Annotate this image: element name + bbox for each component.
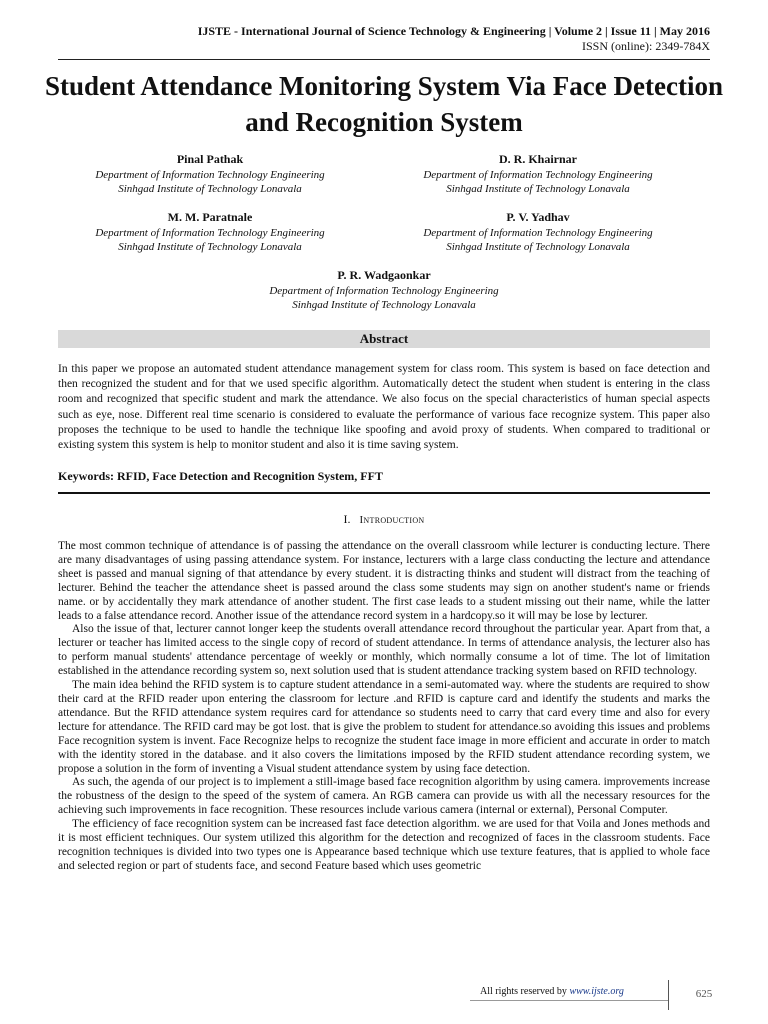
abstract-heading: Abstract [58, 330, 710, 348]
author-name: M. M. Paratnale [167, 210, 253, 224]
section-title: Introduction [359, 514, 425, 526]
journal-header [198, 24, 710, 54]
author-dept: Department of Information Technology Engineering [269, 285, 499, 297]
author-name: Pinal Pathak [176, 152, 244, 166]
section-heading [58, 512, 710, 527]
site-link[interactable]: www.ijste.org [569, 986, 624, 997]
author-name: P. R. Wadgaonkar [337, 268, 431, 282]
paragraph: The main idea behind the RFID system is to capture student attendance in a semi-automated way. where the students are required to show their card at the RFID reader upon entering the classroom for lecture .and RFID is capture card and identify the students and marks the attendance. But the RFID attendance system requires card for attendance so students need to carry that card every time and also for every lecture for attendance. The RFID card may be got lost. that is give the problem to student for attendance.so avoiding this issues and problems Face recognition system is invent. Face Recognize helps to recognize the student face image in more efficient and accurate in order to match with the identity stored in the database. and it also covers the limitations imposed by the RFID student attendance recording system, we propose a solution in the form of inventing a Visual student attendance system by using face detection. [58, 679, 710, 775]
keywords-rule [58, 492, 710, 494]
author-dept: Department of Information Technology Engineering [95, 227, 325, 239]
abstract-text: In this paper we propose an automated student attendance management system for class room. This system is based on face detection and then recognized the student and for that we used specific algorithm. Automatically detect the student when student is entering in the class room and recognized that specific student and mark the attendance. We also focus on the special characteristics of human special aspects such as eye, nose. Different real time scenario is considered to evaluate the performance of various face recognize system. This paper also proposes the technique to be used to handle the technique like spoofing and avoid proxy of students. When compared to traditional or existing system this system is help to monitor student and also it is time saving system. [58, 363, 710, 452]
author-inst: Sinhgad Institute of Technology Lonavala [118, 183, 302, 195]
paper-title: Student Attendance Monitoring System Via Face Detection and Recognition System [45, 71, 723, 137]
author-inst: Sinhgad Institute of Technology Lonavala [118, 241, 302, 253]
author-dept: Department of Information Technology Engineering [423, 169, 653, 181]
page-number: 625 [668, 980, 739, 1010]
journal-line: IJSTE - International Journal of Science Technology & Engineering | Volume 2 | Issue 11 | May 2016 [197, 24, 710, 38]
author-inst: Sinhgad Institute of Technology Lonavala [292, 299, 476, 311]
author-block [388, 150, 688, 196]
keywords: Keywords: RFID, Face Detection and Recognition System, FFT [58, 469, 383, 483]
author-dept: Department of Information Technology Engineering [423, 227, 653, 239]
header-rule [58, 59, 710, 60]
author-block [60, 208, 360, 254]
paragraph: The efficiency of face recognition system can be increased fast face detection algorithm. we are used for that Voila and Jones methods and it is most efficient techniques. Our system utilized this algorithm for the detection and recognized of faces in the classroom students. Face recognition techniques is divided into two types one is Appearance based technique which use texture features, that is applied to whole face and selected region or part of students face, and second Feature based which uses geometric [58, 818, 710, 872]
author-name: P. V. Yadhav [506, 210, 570, 224]
author-block [234, 266, 534, 312]
issn: ISSN (online): 2349-784X [582, 39, 710, 53]
paragraph: As such, the agenda of our project is to implement a still-image based face recognition algorithm by using camera. improvements increase the robustness of the design to the speed of the system of camera. An RGB camera can provide us with all the necessary resources for the achieving such improvements in face recognition. These resources include various camera (internal or external), Personal Computer. [58, 776, 710, 817]
author-block [60, 150, 360, 196]
author-name: D. R. Khairnar [499, 152, 577, 166]
author-dept: Department of Information Technology Engineering [95, 169, 325, 181]
rights-text: All rights reserved by [480, 986, 567, 997]
paragraph: Also the issue of that, lecturer cannot longer keep the students overall attendance record throughout the particular year. Apart from that, a lecturer or teacher has limited access to the single copy of record of student attendance. In terms of attendance analysis, the lecturer also has to perform manual students' attendance percentage of weekly or monthly, which normally consume a lot of time. The lot of limitation established in the attendance recording system so, next solution used that is student attendance tracking system based on RFID technology. [58, 623, 710, 678]
section-number: I. [343, 512, 351, 526]
author-inst: Sinhgad Institute of Technology Lonavala [446, 183, 630, 195]
footer-rule [470, 1000, 668, 1001]
footer-rights [480, 986, 624, 997]
author-inst: Sinhgad Institute of Technology Lonavala [446, 241, 630, 253]
author-block [388, 208, 688, 254]
paragraph: The most common technique of attendance is of passing the attendance on the overall classroom while lecturer is conducting lecture. There are many disadvantages of using passing attendance system. For instance, lecturers with a large class conducting the lecture and attendance sheet is passed and manual signing of that attendance by every student. it is distracting thinks and student will distract from the teaching of lecturer. Behind the teacher the attendance sheet is passed around the class some students may sign on another student's name or friends name. or by accidentally they mark attendance of another student. The first case leads to a student missing out their name, while the latter leads to a false attendance record. Another issue of the attendance record system in a hardcopy.so it will may be lose by lecturer. [58, 540, 710, 622]
body-text [58, 540, 710, 874]
